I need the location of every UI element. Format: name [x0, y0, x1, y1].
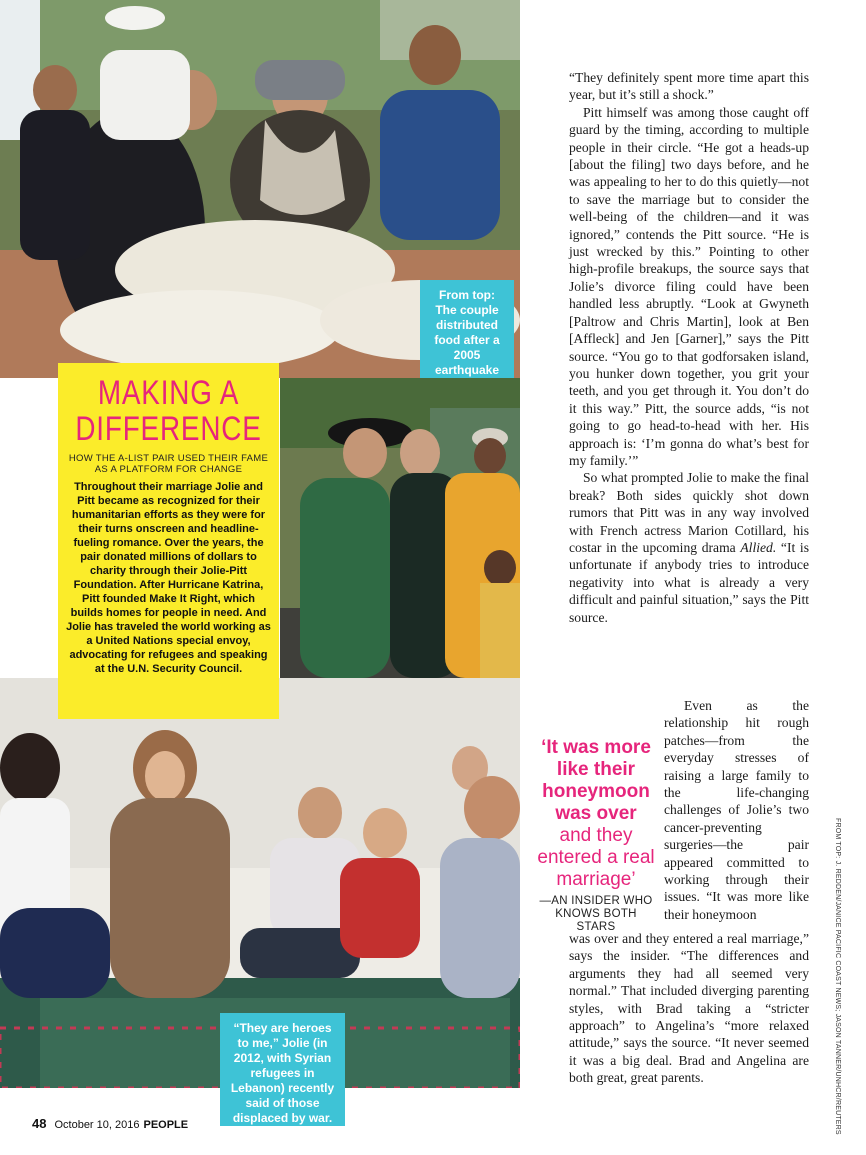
pull-quote-bold: ‘It was more like their honeymoon was over [541, 737, 651, 824]
article-paragraph: Even as the relationship hit rough patches—from the everyday stresses of raising a large family to the life-changing challenges of Jolie’s two cancer-preventing surgeries—the pair appeared committed to working through their issues. “It was more like their honeymoon [664, 698, 809, 922]
sidebar-headline [68, 375, 269, 447]
sidebar-headline-line1: MAKING A [97, 374, 240, 412]
photo-credit: FROM TOP: J. REDDEN/JANICE PACIFIC COAST NEWS; JASON TANNER/UNHCR/REUTERS [834, 818, 841, 1135]
issue-date: October 10, 2016 [54, 1119, 140, 1131]
article-text: So what prompted Jolie to make the final break? Both sides quickly shot down rumors that Pitt was in any way involved with French actress Marion Cotillard, his costar in the upcoming drama [569, 470, 809, 555]
pull-quote [534, 737, 658, 934]
article-column-bottom [569, 930, 809, 1087]
sidebar-body: Throughout their marriage Jolie and Pitt became as recognized for their humanitarian efforts as they were for their turns onscreen and headline-fueling romance. Over the years, the pair donated millions of dollars to charity through their Jolie-Pitt Foundation. After Hurricane Katrina, Pitt founded Make It Right, which builds homes for people in need. And Jolie has traveled the world working as a United Nations special envoy, advocating for refugees and speaking at the U.N. Security Council. [66, 481, 271, 675]
folio [32, 1116, 188, 1131]
article-text: “It is unfortunate if anybody tries to introduce negativity into what is already a very difficult and painful situation,” says the Pitt source. [569, 539, 809, 625]
article-paragraph: was over and they entered a real marriage,” says the insider. “The differences and arguments they had all seemed very normal.” That included diverging parenting styles, with Brad taking a “stricter approach” to Angelina’s “more relaxed attitude,” says the source. “It never seemed it was a big deal. Brad and Angelina are both great, great parents. [569, 931, 809, 1086]
pull-quote-attribution: —AN INSIDER WHO KNOWS BOTH STARS [539, 895, 653, 933]
making-a-difference-sidebar [58, 363, 279, 719]
photo-haiti-school [280, 378, 520, 678]
article-column-top [569, 69, 809, 626]
caption-bottom: “They are heroes to me,” Jolie (in 2012, with Syrian refugees in Lebanon) recently said of those displaced by war. [220, 1013, 345, 1126]
caption-top: From top: The couple distributed food after a 2005 earthquake [420, 280, 514, 410]
article-paragraph: Pitt himself was among those caught off guard by the timing, according to multiple people in their circle. “He got a heads-up [about the filing] two days before, and he was appealing to her to do this quietly—not to save the marriage but to consider the well-being of the children—and it was ignored,” contends the Pitt source. “He is just wrecked by this.” Pointing to other high-profile breakups, the source says that Jolie’s divorce filing could have been handled less abruptly. “Look at Gwyneth [Paltrow and Chris Martin], look at Ben [Affleck] and Jen [Garner],” says the Pitt source. “You go to that godforsaken island, you hunker down together, you grit your teeth, and you get through it. You don’t do it this way.” Pitt, the source adds, “is not going to go head-to-head with her. His approach is: ‘I’m gonna do what’s best for my family.’” [569, 104, 809, 468]
article-paragraph: “They definitely spent more time apart this year, but it’s still a shock.” [569, 70, 809, 103]
film-title: Allied. [740, 539, 777, 555]
page-number: 48 [32, 1116, 47, 1131]
article-column-wrap [664, 697, 809, 923]
sidebar-headline-line2: DIFFERENCE [75, 410, 262, 448]
article-paragraph [569, 469, 809, 626]
pull-quote-light: and they entered a real marriage’ [537, 825, 655, 890]
sidebar-deck: HOW THE A-LIST PAIR USED THEIR FAME AS A PLATFORM FOR CHANGE [68, 453, 269, 475]
magazine-name: PEOPLE [143, 1119, 189, 1131]
